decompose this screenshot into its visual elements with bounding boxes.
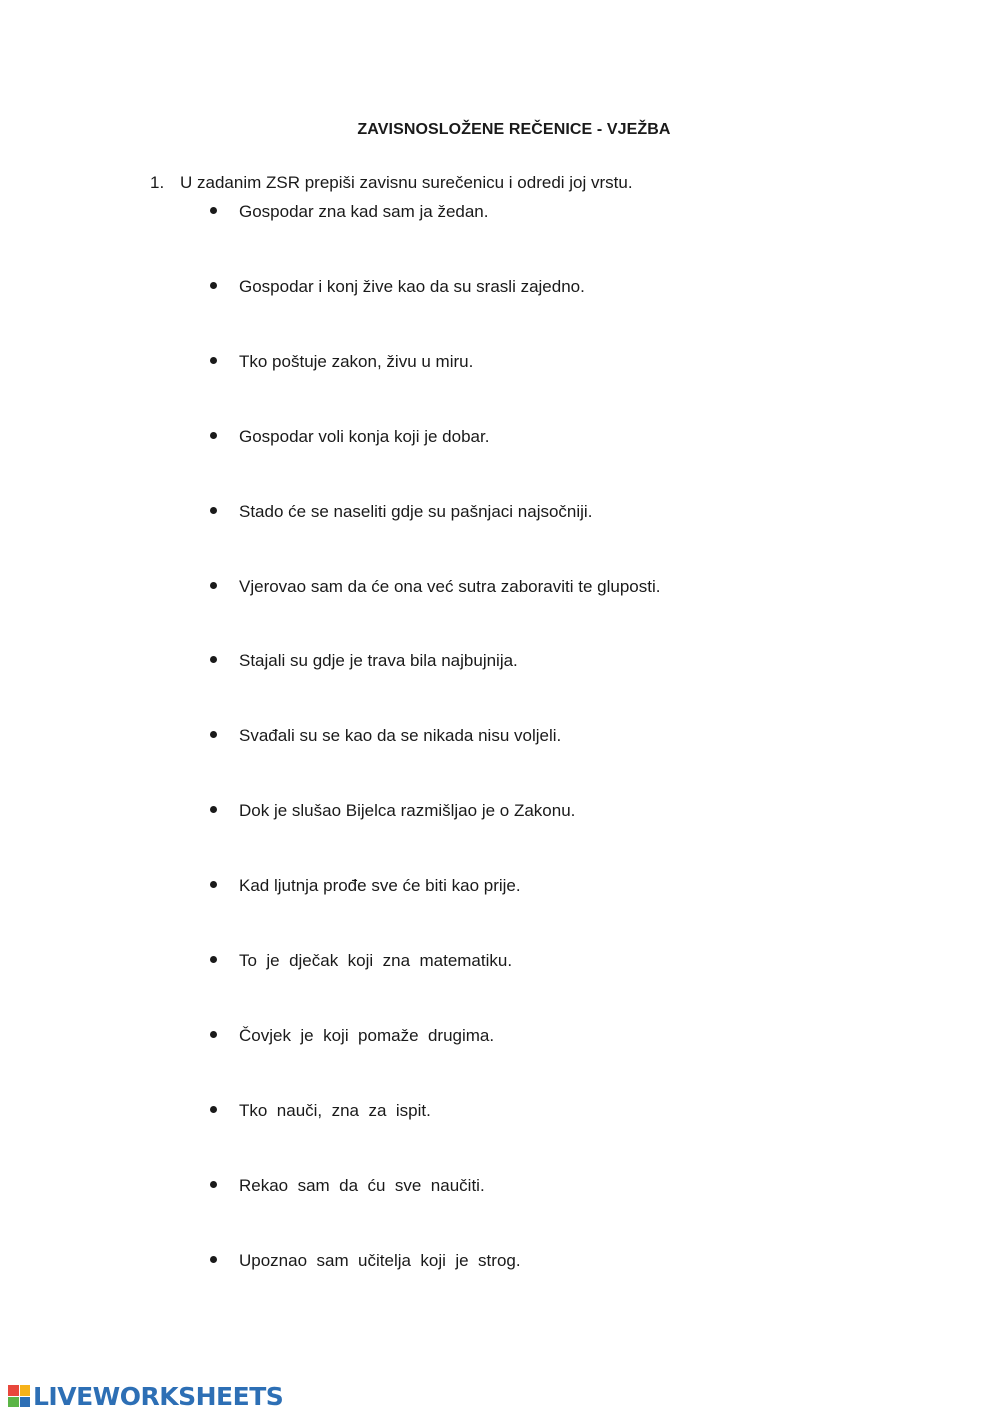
sentence-text: Upoznao sam učitelja koji je strog. — [239, 1250, 521, 1270]
bullet-icon — [210, 881, 217, 888]
sentence-text: Kad ljutnja prođe sve će biti kao prije. — [239, 876, 521, 896]
sentence-item — [210, 651, 518, 671]
logo-tile — [20, 1397, 31, 1408]
bullet-icon — [210, 207, 217, 214]
sentence-text: Gospodar zna kad sam ja žedan. — [239, 202, 489, 221]
logo-tile — [20, 1385, 31, 1396]
sentence-item — [210, 502, 592, 522]
bullet-icon — [210, 1181, 217, 1188]
sentence-text: To je dječak koji zna matematiku. — [239, 951, 513, 970]
bullet-icon — [210, 656, 217, 663]
footer-logo — [8, 1382, 283, 1410]
bullet-icon — [210, 582, 217, 589]
sentence-item — [210, 277, 585, 297]
sentence-item — [210, 427, 489, 447]
sentence-text: Svađali su se kao da se nikada nisu voljeli. — [239, 726, 562, 746]
sentence-text: Vjerovao sam da će ona već sutra zaboraviti te gluposti. — [239, 576, 661, 596]
sentence-item — [210, 876, 521, 896]
bullet-icon — [210, 1106, 217, 1113]
sentence-text: Tko nauči, zna za ispit. — [239, 1100, 431, 1120]
bullet-icon — [210, 731, 217, 738]
bullet-icon — [210, 806, 217, 813]
sentence-item — [210, 202, 488, 222]
sentence-item — [210, 726, 561, 746]
bullet-icon — [210, 1031, 217, 1038]
sentence-item — [210, 352, 473, 372]
bullet-icon — [210, 507, 217, 514]
sentence-text: Gospodar i konj žive kao da su srasli zajedno. — [239, 276, 585, 296]
sentence-text: Stado će se naseliti gdje su pašnjaci najsočniji. — [239, 501, 593, 521]
logo-tile — [8, 1397, 19, 1408]
sentence-item — [210, 577, 660, 597]
sentence-item — [210, 1101, 431, 1121]
bullet-icon — [210, 432, 217, 439]
bullet-icon — [210, 956, 217, 963]
bullet-icon — [210, 357, 217, 364]
sentence-item — [210, 1176, 485, 1196]
page-title: ZAVISNOSLOŽENE REČENICE - VJEŽBA — [357, 121, 671, 138]
liveworksheets-logo-icon — [8, 1385, 30, 1407]
task-text: U zadanim ZSR prepiši zavisnu surečenicu i odredi joj vrstu. — [180, 173, 633, 192]
logo-tile — [8, 1385, 19, 1396]
sentence-text: Gospodar voli konja koji je dobar. — [239, 426, 490, 446]
sentence-item — [210, 951, 512, 971]
sentence-item — [210, 801, 575, 821]
logo-text: LIVEWORKSHEETS — [33, 1381, 284, 1411]
sentence-text: Stajali su gdje je trava bila najbujnija. — [239, 651, 518, 671]
sentence-item — [210, 1251, 521, 1271]
sentence-text: Tko poštuje zakon, živu u miru. — [239, 351, 474, 371]
bullet-icon — [210, 282, 217, 289]
bullet-icon — [210, 1256, 217, 1263]
sentence-text: Dok je slušao Bijelca razmišljao je o Zakonu. — [239, 801, 576, 821]
sentence-text: Rekao sam da ću sve naučiti. — [239, 1175, 485, 1195]
task-number: 1. — [150, 173, 165, 192]
sentence-text: Čovjek je koji pomaže drugima. — [239, 1025, 495, 1045]
sentence-item — [210, 1026, 494, 1046]
